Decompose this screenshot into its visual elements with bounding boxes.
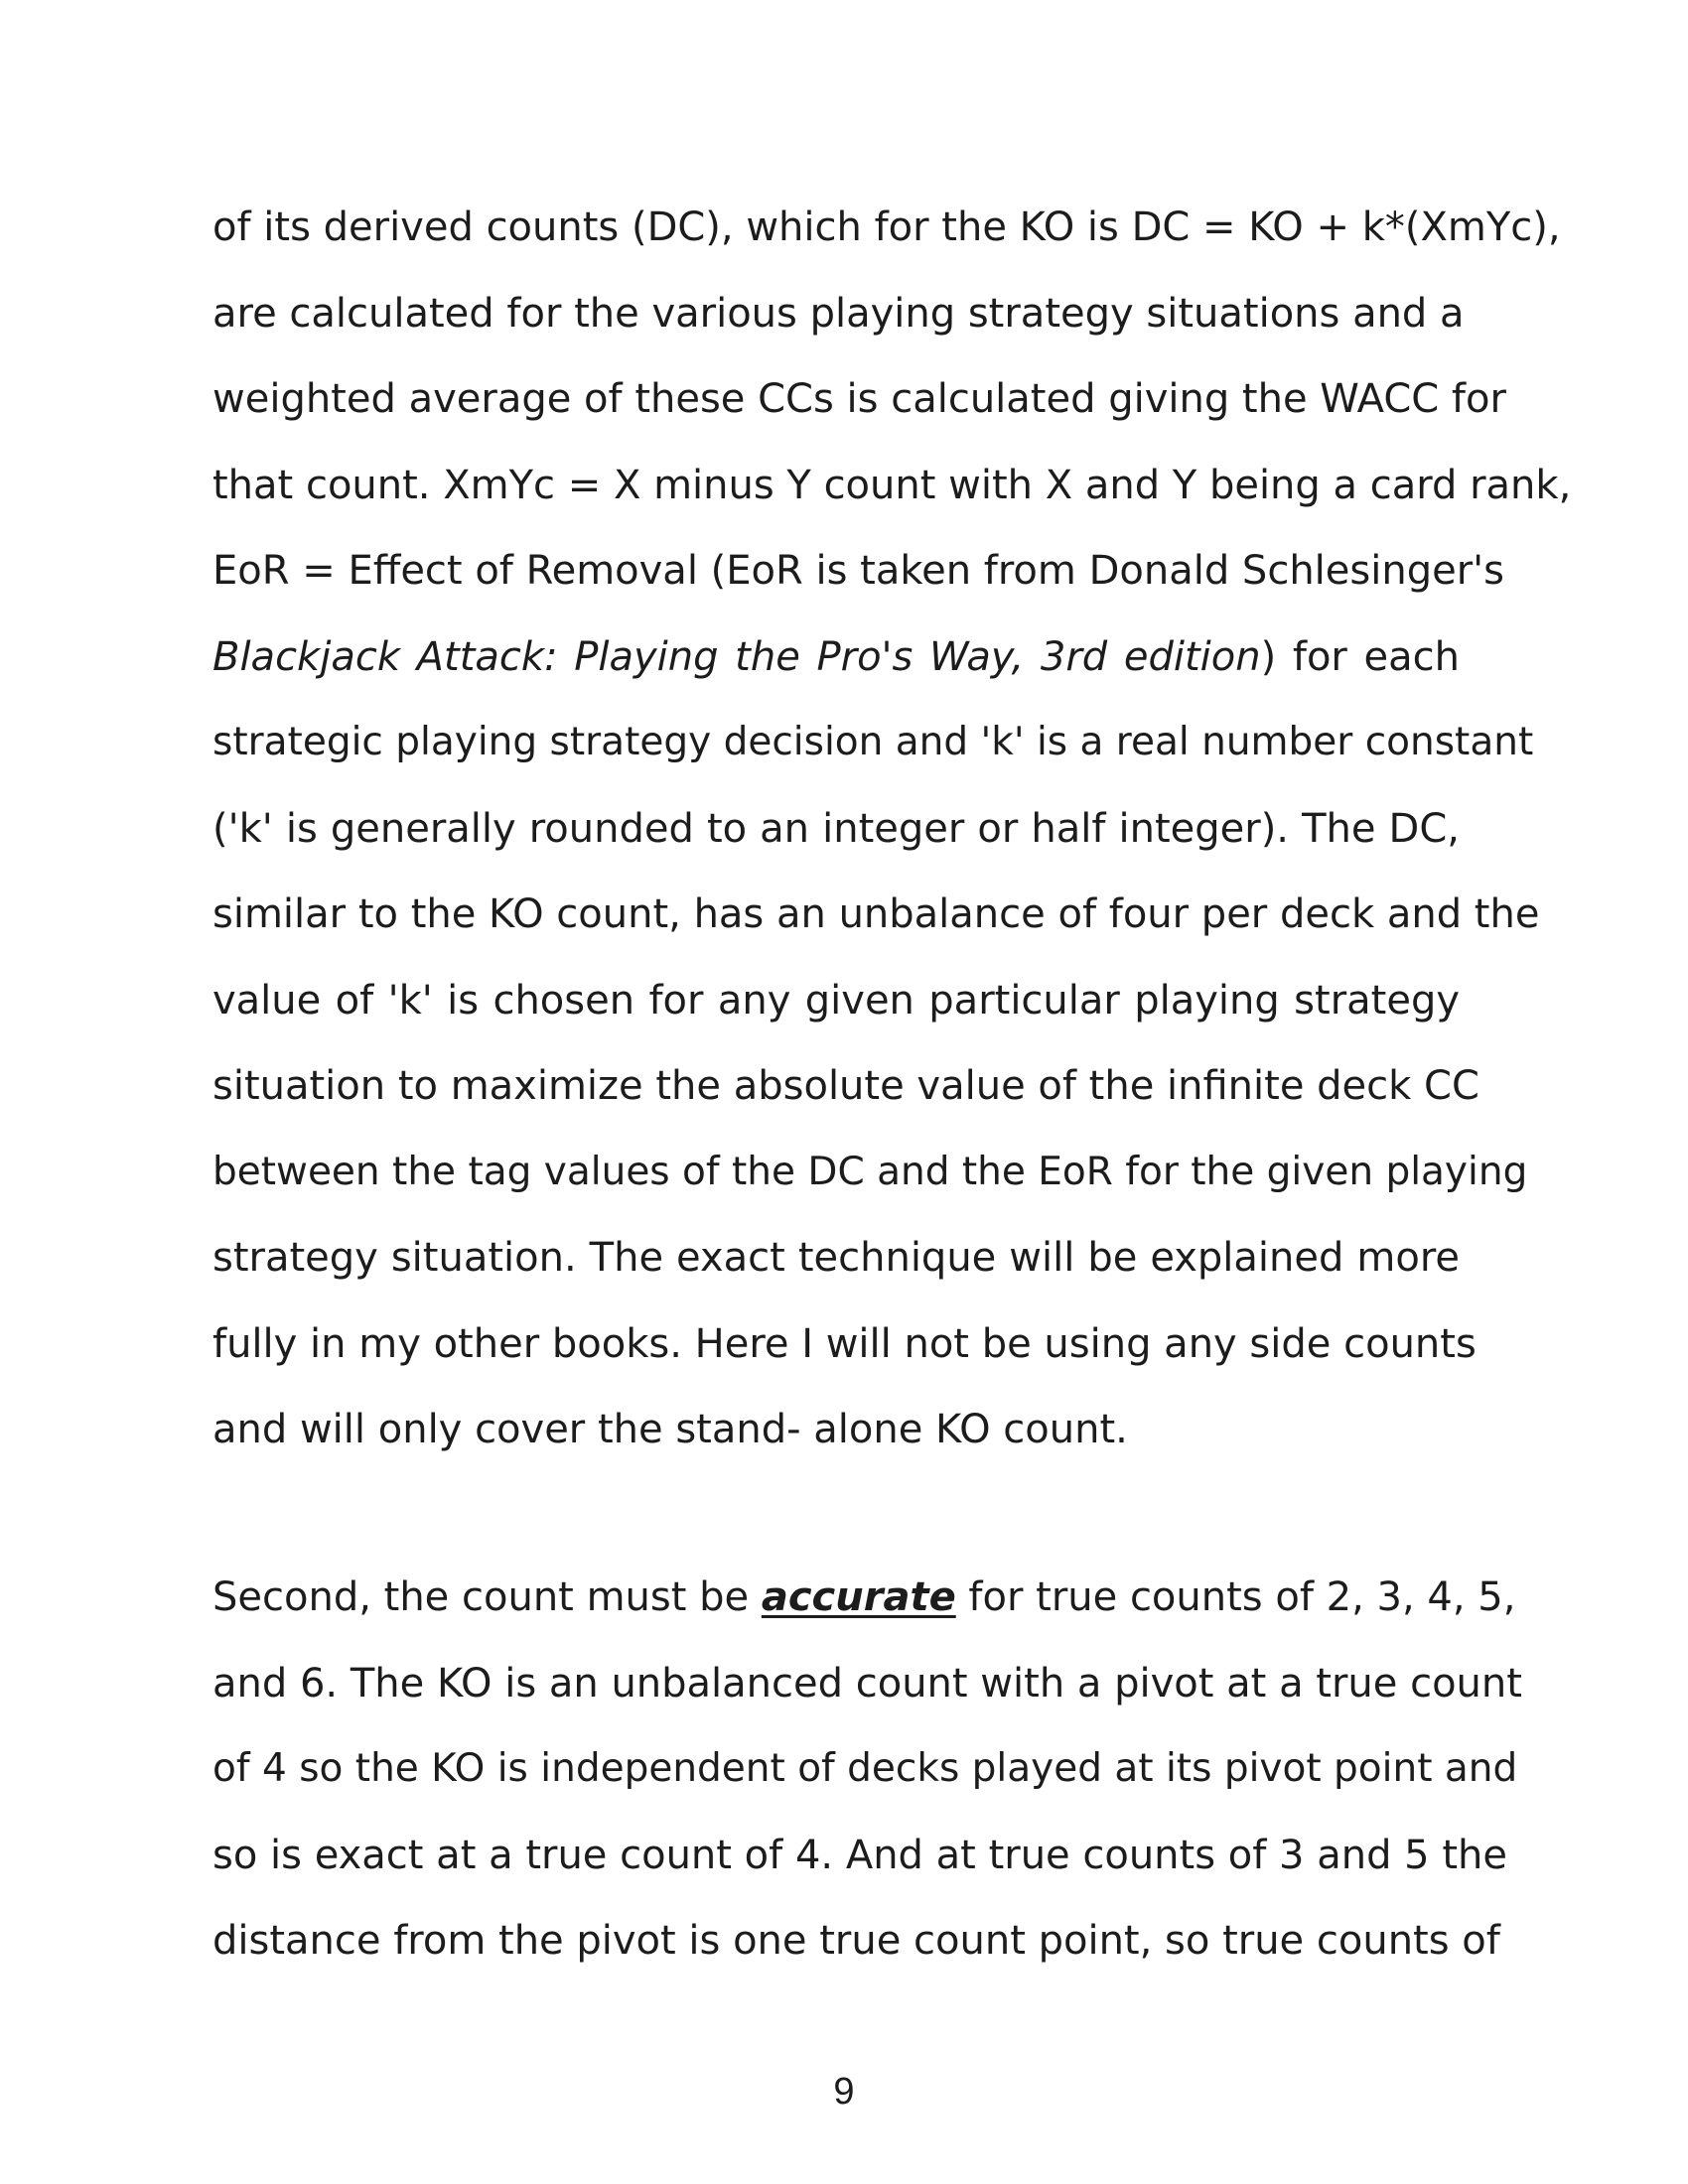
text-segment: ) for each	[1260, 633, 1460, 680]
text-line: value of 'k' is chosen for any given particular playing strategy	[212, 977, 1460, 1024]
text-line: and 6. The KO is an unbalanced count with a pivot at a true count	[212, 1660, 1522, 1706]
text-line: distance from the pivot is one true count point, so true counts of	[212, 1918, 1500, 1964]
text-line: ('k' is generally rounded to an integer or half integer). The DC,	[212, 805, 1460, 852]
text-segment: Second, the count must be	[212, 1574, 762, 1620]
text-line: of 4 so the KO is independent of decks played at its pivot point and	[212, 1746, 1518, 1791]
text-line: weighted average of these CCs is calculated giving the WACC for	[212, 376, 1506, 422]
text-line: so is exact at a true count of 4. And at true counts of 3 and 5 the	[212, 1832, 1507, 1878]
text-line: fully in my other books. Here I will not be using any side counts	[212, 1320, 1477, 1367]
book-title: Blackjack Attack: Playing the Pro's Way, 3rd edition	[212, 633, 1261, 680]
paragraph-accuracy	[212, 1569, 1522, 1998]
emphasized-word: accurate	[761, 1574, 956, 1620]
text-line: between the tag values of the DC and the EoR for the given playing	[212, 1149, 1528, 1194]
text-line-accurate	[212, 1569, 1516, 1655]
text-line: EoR = Effect of Removal (EoR is taken from Donald Schlesinger's	[212, 548, 1504, 594]
text-line: strategic playing strategy decision and 'k' is a real number constant	[212, 720, 1534, 764]
text-line: situation to maximize the absolute value of the infinite deck CC	[212, 1063, 1479, 1109]
page-number: 9	[833, 2071, 855, 2113]
text-line: similar to the KO count, has an unbalance of four per deck and the	[212, 891, 1540, 937]
text-line: strategy situation. The exact technique will be explained more	[212, 1235, 1460, 1281]
text-line-book-title	[212, 628, 1460, 715]
text-segment: for true counts of 2, 3, 4, 5,	[955, 1574, 1516, 1620]
text-line: are calculated for the various playing strategy situations and a	[212, 290, 1465, 337]
text-line: and will only cover the stand- alone KO count.	[212, 1407, 1128, 1452]
paragraph-derived-counts	[212, 199, 1572, 1487]
text-line: of its derived counts (DC), which for the KO is DC = KO + k*(XmYc),	[212, 205, 1561, 250]
text-line: that count. XmYc = X minus Y count with X and Y being a card rank,	[212, 462, 1572, 508]
